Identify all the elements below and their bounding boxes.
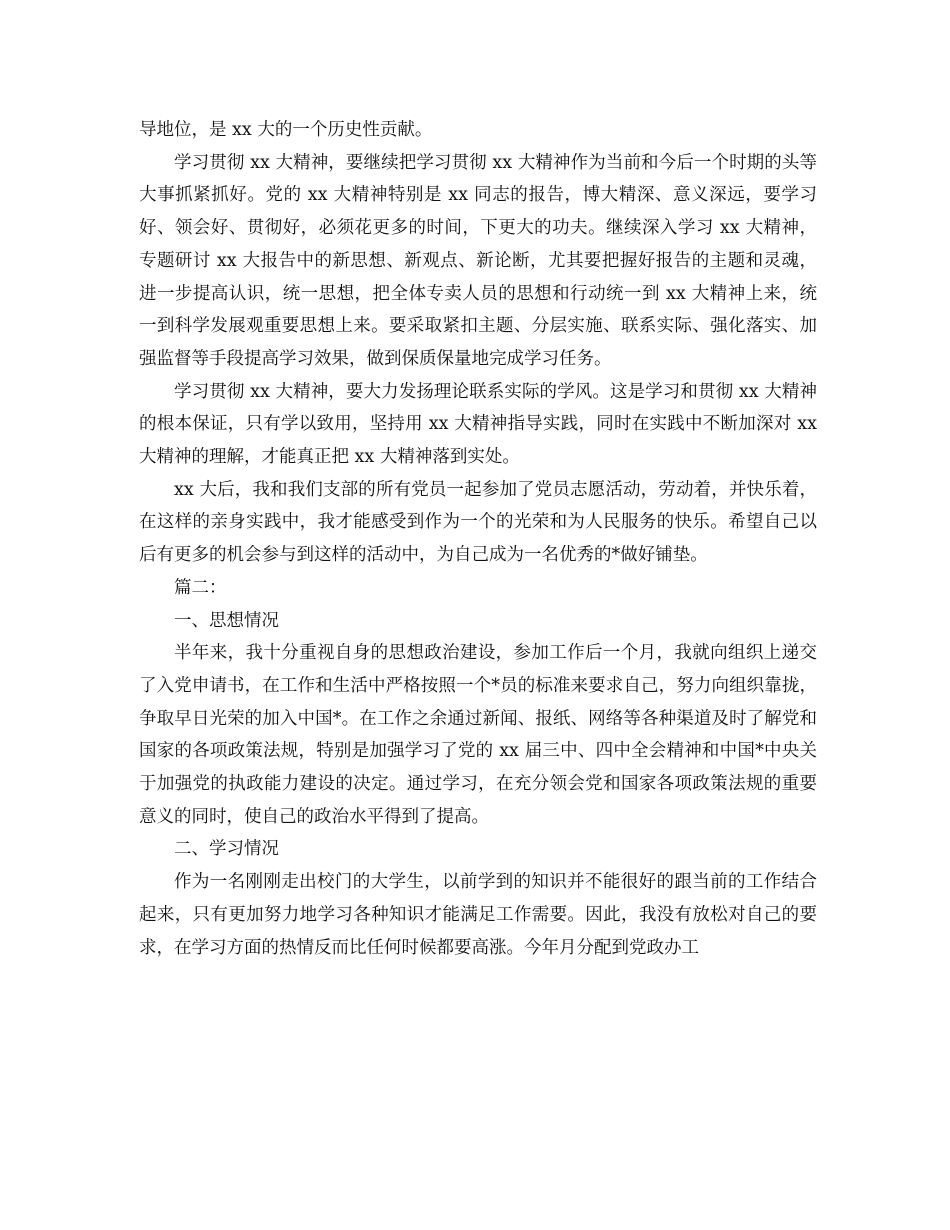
- document-page: [139, 114, 817, 964]
- paragraph-theory-practice: 学习贯彻 xx 大精神，要大力发扬理论联系实际的学风。这是学习和贯彻 xx 大精神的根本保证，只有学以致用，坚持用 xx 大精神指导实践，同时在实践中不断加深对 xx 大精神的理解，才能真正把 xx 大精神落到实处。: [139, 381, 817, 468]
- paragraph-thought: 半年来，我十分重视自身的思想政治建设，参加工作后一个月，我就向组织上递交了入党申请书，在工作和生活中严格按照一个*员的标准来要求自己，努力向组织靠拢，争取早日光荣的加入中国*。在工作之余通过新闻、报纸、网络等各种渠道及时了解党和国家的各项政策法规，特别是加强学习了党的 xx 届三中、四中全会精神和中国*中央关于加强党的执政能力建设的决定。通过学习，在充分领会党和国家各项政策法规的重要意义的同时，使自己的政治水平得到了提高。: [139, 643, 817, 827]
- paragraph-volunteer: xx 大后，我和我们支部的所有党员一起参加了党员志愿活动，劳动着，并快乐着，在这样的亲身实践中，我才能感受到作为一个的光荣和为人民服务的快乐。希望自己以后有更多的机会参与到这样的活动中，为自己成为一名优秀的*做好铺垫。: [139, 479, 817, 566]
- section-heading-thought: 一、思想情况: [174, 610, 279, 631]
- paragraph-continuation: 导地位，是 xx 大的一个历史性贡献。: [139, 120, 433, 140]
- paragraph-study: 作为一名刚刚走出校门的大学生，以前学到的知识并不能很好的跟当前的工作结合起来，只有更加努力地学习各种知识才能满足工作需要。因此，我没有放松对自己的要求，在学习方面的热情反而比任何时候都要高涨。今年月分配到党政办工: [139, 872, 817, 958]
- section-heading-part-two: 篇二：: [174, 577, 227, 598]
- section-heading-study: 二、学习情况: [174, 839, 279, 860]
- paragraph-study-spirit: 学习贯彻 xx 大精神，要继续把学习贯彻 xx 大精神作为当前和今后一个时期的头等大事抓紧抓好。党的 xx 大精神特别是 xx 同志的报告，博大精深、意义深远，要学习好、领会好、贯彻好，必须花更多的时间，下更大的功夫。继续深入学习 xx 大精神，专题研讨 xx 大报告中的新思想、新观点、新论断，尤其要把握好报告的主题和灵魂，进一步提高认识，统一思想，把全体专卖人员的思想和行动统一到 xx 大精神上来，统一到科学发展观重要思想上来。要采取紧扣主题、分层实施、联系实际、强化落实、加强监督等手段提高学习效果，做到保质保量地完成学习任务。: [139, 152, 817, 369]
